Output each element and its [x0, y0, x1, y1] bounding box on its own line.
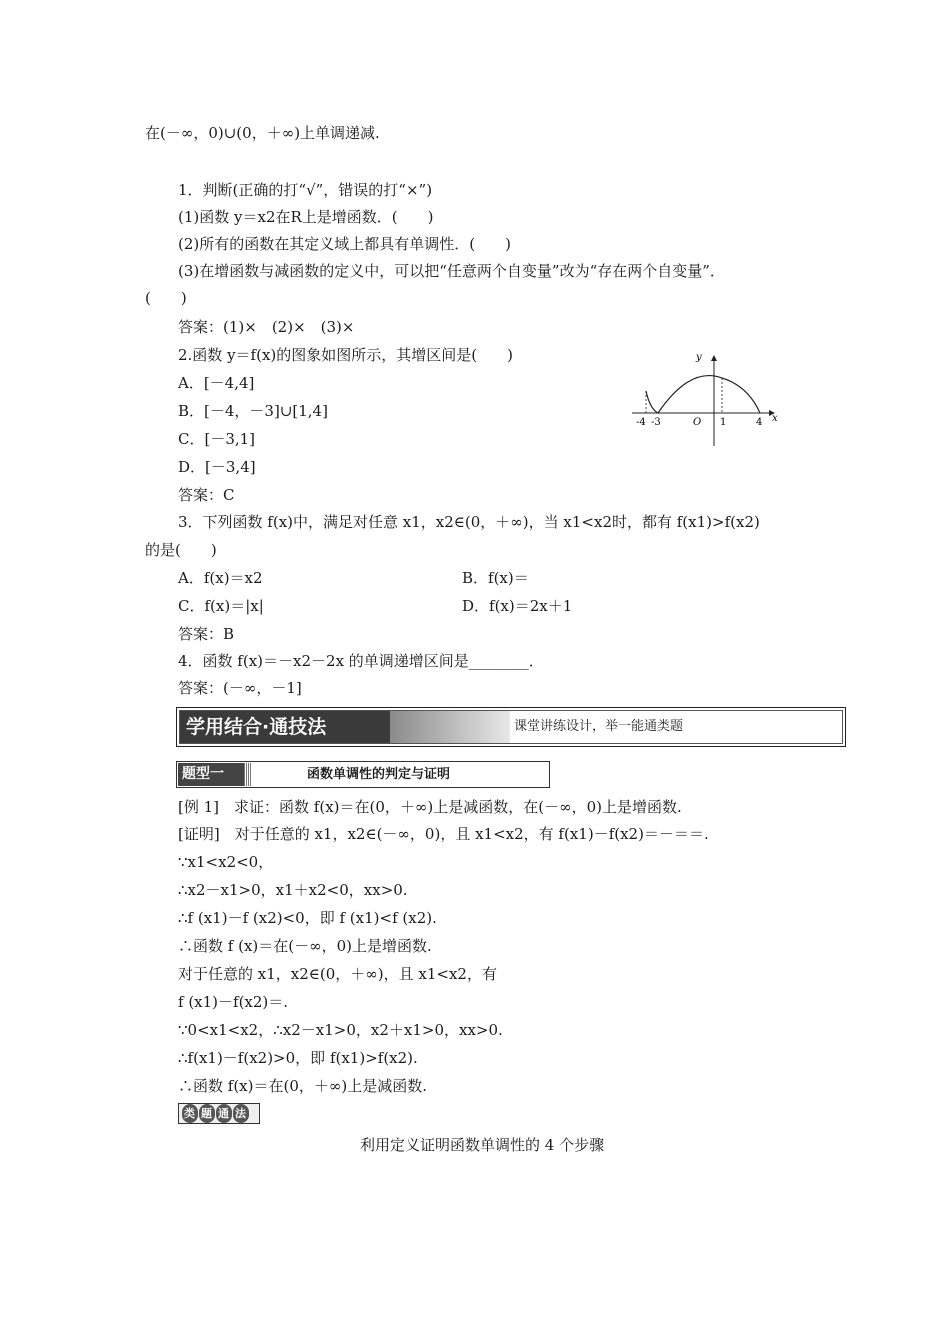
- tick-label: -3: [651, 417, 661, 428]
- text-line: 的是( ): [145, 541, 217, 559]
- text-line: D．f(x)＝2x＋1: [462, 597, 573, 615]
- text-line: 对于任意的 x1，x2∈(0，＋∞)，且 x1<x2，有: [178, 965, 497, 983]
- text-line: 利用定义证明函数单调性的 4 个步骤: [360, 1136, 605, 1154]
- question-type-label: 题型一: [178, 763, 244, 786]
- tick-label: 1: [720, 417, 727, 428]
- banner-frame: [179, 710, 843, 744]
- text-line: ∴f (x1)－f (x2)<0，即 f (x1)<f (x2).: [178, 909, 437, 927]
- text-line: (1)函数 y＝x2在R上是增函数．( ): [178, 208, 434, 226]
- text-line: C．[－3,1]: [178, 430, 256, 448]
- text-line: 3．下列函数 f(x)中，满足对任意 x1，x2∈(0，＋∞)，当 x1<x2时，都有 f(x1)>f(x2): [178, 513, 760, 531]
- text-line: [证明] 对于任意的 x1，x2∈(－∞，0)，且 x1<x2，有 f(x1)－f(x2)＝－＝＝.: [178, 825, 709, 843]
- text-line: ( ): [145, 289, 187, 307]
- origin-label: O: [693, 417, 702, 428]
- text-line: 答案：C: [178, 486, 235, 504]
- text-line: 1．判断(正确的打“√”，错误的打“×”): [178, 181, 433, 199]
- text-line: D．[－3,4]: [178, 458, 256, 476]
- text-line: ∴x2－x1>0，x1＋x2<0，xx>0.: [178, 881, 408, 899]
- text-line: ∵0<x1<x2，∴x2－x1>0，x2＋x1>0，xx>0.: [178, 1021, 503, 1039]
- function-graph: [626, 348, 786, 448]
- text-line: C．f(x)＝|x|: [178, 597, 264, 615]
- text-line: (2)所有的函数在其定义域上都具有单调性．( ): [178, 235, 511, 253]
- text-line: A．f(x)＝x2: [178, 569, 263, 587]
- text-line: ∵x1<x2<0，: [178, 853, 274, 871]
- banner-gradient: [390, 711, 510, 743]
- x-axis-label: x: [772, 413, 778, 424]
- text-line: ∴f(x1)－f(x2)>0，即 f(x1)>f(x2).: [178, 1049, 418, 1067]
- section-banner: [176, 707, 846, 747]
- text-line: 2.函数 y＝f(x)的图象如图所示，其增区间是( ): [178, 346, 513, 364]
- banner-title: 学用结合·通技法: [180, 711, 390, 743]
- curve: [646, 376, 760, 413]
- text-line: f (x1)－f(x2)＝.: [178, 993, 289, 1011]
- tick-label: -4: [636, 417, 646, 428]
- y-axis-label: y: [696, 352, 702, 363]
- text-line: ∴函数 f(x)＝在(0，＋∞)上是减函数.: [178, 1077, 427, 1095]
- badge-char: 通: [216, 1104, 232, 1123]
- question-type-title: 函数单调性的判定与证明: [307, 767, 451, 782]
- header-strip: [244, 763, 251, 786]
- text-line: B．[－4，－3]∪[1,4]: [178, 402, 328, 420]
- text-line: 4．函数 f(x)＝－x2－2x 的单调递增区间是________．: [178, 652, 544, 670]
- text-line: A．[－4,4]: [178, 374, 255, 392]
- text-line: 答案：B: [178, 625, 235, 643]
- question-type-header: [176, 761, 550, 788]
- badge-char: 法: [233, 1104, 249, 1123]
- badge-char: 题: [199, 1104, 215, 1123]
- text-line: [例 1] 求证：函数 f(x)＝在(0，＋∞)上是减函数，在(－∞，0)上是增函数.: [178, 798, 682, 816]
- text-line: B．f(x)＝: [462, 569, 529, 587]
- text-line: ∴函数 f (x)＝在(－∞，0)上是增函数.: [178, 937, 432, 955]
- text-line: 答案：(－∞，－1]: [178, 679, 302, 697]
- banner-subtitle: 课堂讲练设计，举一能通类题: [514, 719, 684, 734]
- method-badge: [178, 1103, 260, 1124]
- tick-label: 4: [756, 417, 763, 428]
- badge-char: 类: [182, 1104, 198, 1123]
- text-line: 在(－∞，0)∪(0，＋∞)上单调递减.: [145, 124, 380, 142]
- text-line: (3)在增函数与减函数的定义中，可以把“任意两个自变量”改为“存在两个自变量”．: [178, 262, 725, 280]
- text-line: 答案：(1)× (2)× (3)×: [178, 318, 355, 336]
